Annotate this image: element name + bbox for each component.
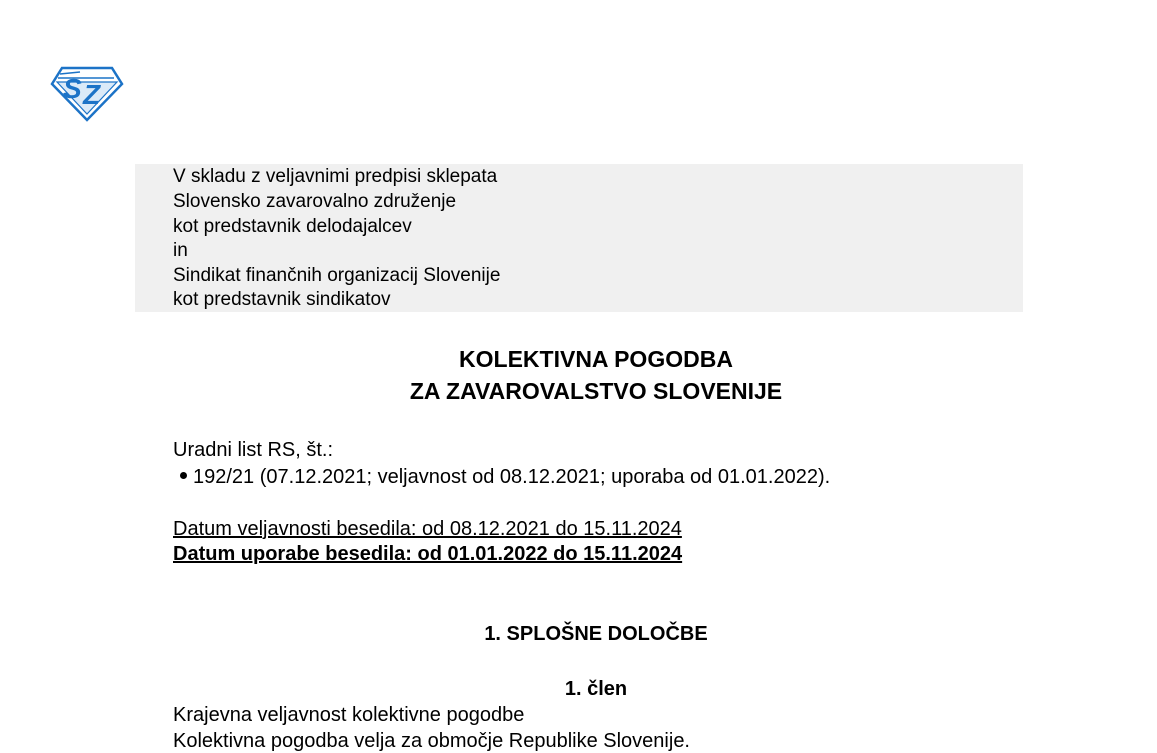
gazette-label: Uradni list RS, št.: — [173, 439, 334, 461]
preamble-line: Sindikat finančnih organizacij Slovenije — [173, 265, 501, 286]
gazette-item-text: 192/21 (07.12.2021; veljavnost od 08.12.2021; uporaba od 01.01.2022). — [193, 466, 831, 488]
szz-logo-icon — [50, 64, 124, 122]
logo-letter-z: Z — [83, 79, 101, 110]
gazette-item[interactable] — [180, 465, 830, 489]
document-title-line2: ZA ZAVAROVALSTVO SLOVENIJE — [409, 378, 783, 404]
logo-letter-s: S — [63, 73, 82, 104]
section-heading: 1. SPLOŠNE DOLOČBE — [484, 623, 708, 645]
preamble-line: in — [173, 240, 188, 261]
bullet-icon — [180, 472, 187, 479]
preamble-box — [135, 164, 1023, 312]
article-heading: Krajevna veljavnost kolektivne pogodbe — [173, 704, 525, 726]
article-title: 1. člen — [564, 678, 628, 700]
preamble-line: V skladu z veljavnimi predpisi sklepata — [173, 166, 498, 187]
preamble-line: Slovensko zavarovalno združenje — [173, 191, 457, 212]
article-text: Kolektivna pogodba velja za območje Republike Slovenije. — [173, 730, 690, 752]
use-date-text: Datum uporabe besedila: od 01.01.2022 do 15.11.2024 — [173, 543, 683, 565]
validity-date-text: Datum veljavnosti besedila: od 08.12.2021 do 15.11.2024 — [173, 518, 682, 540]
preamble-line: kot predstavnik delodajalcev — [173, 216, 412, 237]
preamble-line: kot predstavnik sindikatov — [173, 289, 391, 310]
document-title-line1: KOLEKTIVNA POGODBA — [459, 346, 733, 372]
